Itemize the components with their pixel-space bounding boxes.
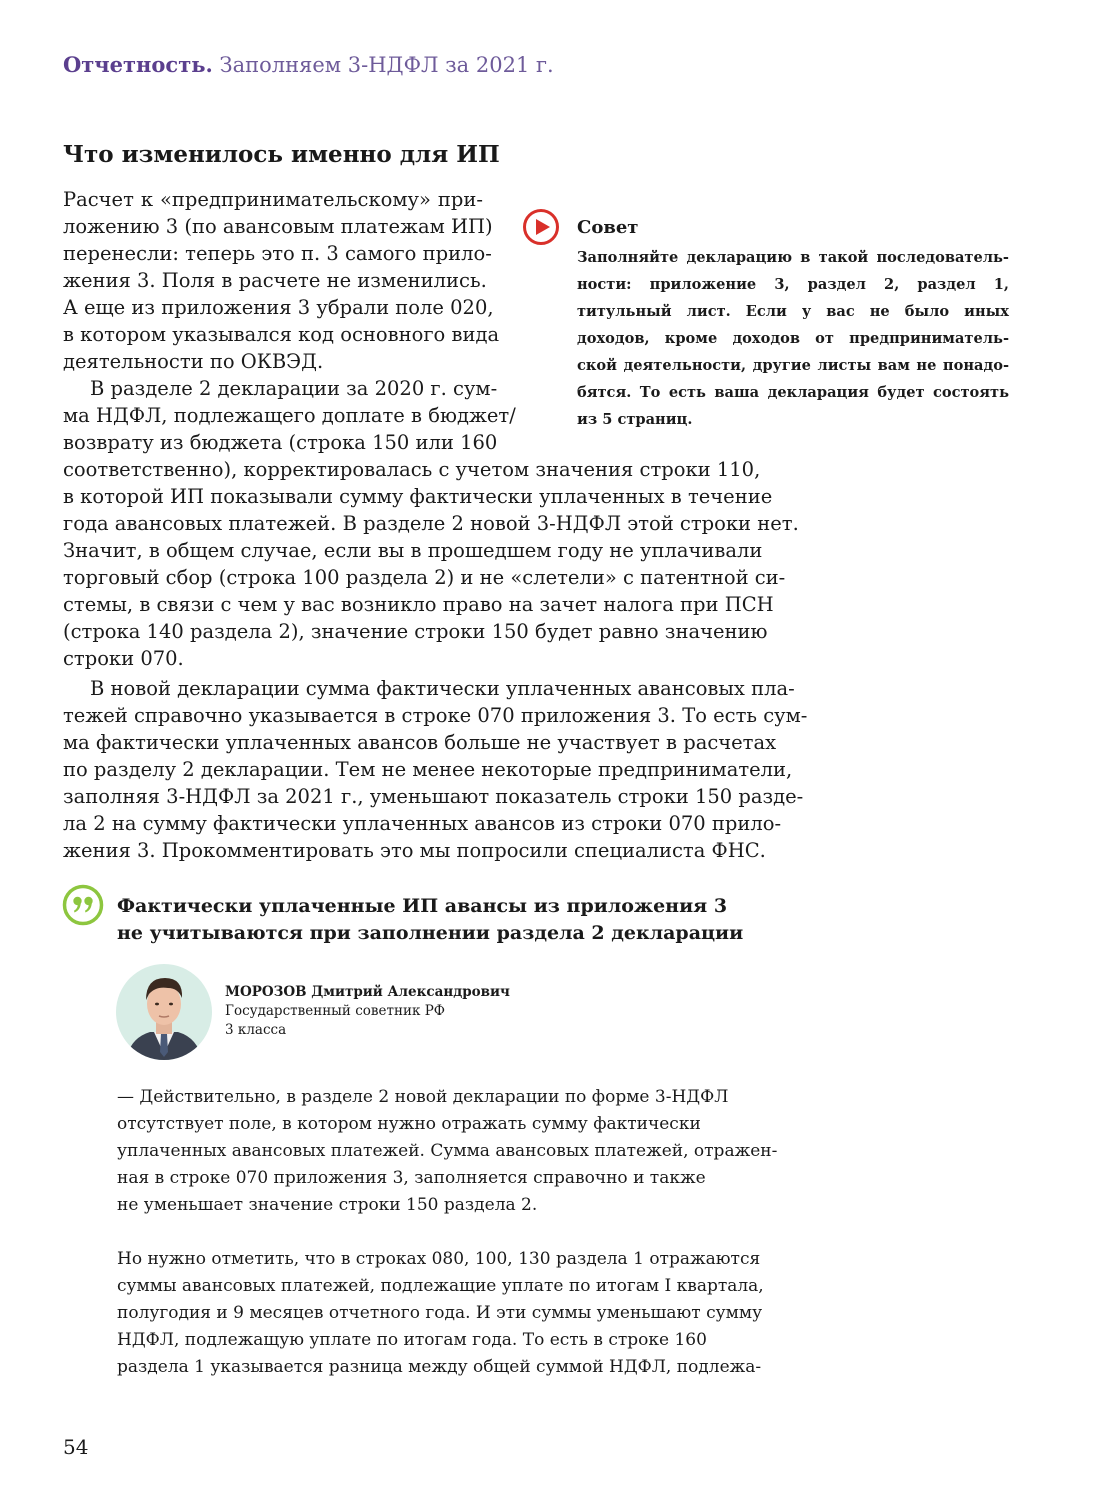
expert-name [225,984,510,1000]
body-line: ла 2 на сумму фактически уплаченных авансов из строки 070 прило- [63,812,782,835]
expert-role-line: Государственный советник РФ [225,1003,445,1019]
tip-line: Заполняйте декларацию в такой последователь- [577,249,1009,266]
expert-surname: МОРОЗОВ [225,984,307,1000]
expert-role-line: 3 класса [225,1022,287,1038]
tip-line: из 5 страниц. [577,411,693,428]
answer-line: не уменьшает значение строки 150 раздела 2. [117,1195,538,1215]
body-line: ма НДФЛ, подлежащего доплате в бюджет/ [63,404,516,427]
body-line: торговый сбор (строка 100 раздела 2) и не «слетели» с патентной си- [63,566,786,589]
quote-icon [62,884,104,926]
body-line: года авансовых платежей. В разделе 2 новой 3-НДФЛ этой строки нет. [63,512,799,535]
body-line: В новой декларации сумма фактически уплаченных авансовых пла- [90,677,795,700]
quote-headline-line: Фактически уплаченные ИП авансы из приложения 3 [117,895,728,917]
tip-line: ности: приложение 3, раздел 2, раздел 1, [577,276,1009,293]
play-icon [522,208,560,246]
body-line: перенесли: теперь это п. 3 самого прило- [63,242,492,265]
body-line: строки 070. [63,647,184,670]
tip-title: Совет [577,217,639,238]
body-line: А еще из приложения 3 убрали поле 020, [63,296,494,319]
body-line: В разделе 2 декларации за 2020 г. сум- [90,377,498,400]
body-line: ма фактически уплаченных авансов больше не участвует в расчетах [63,731,777,754]
header-topic: Заполняем 3-НДФЛ за 2021 г. [219,53,554,77]
tip-line: бятся. То есть ваша декларация будет состоять [577,384,1009,401]
body-line: деятельности по ОКВЭД. [63,350,324,373]
body-line: (строка 140 раздела 2), значение строки 150 будет равно значению [63,620,768,643]
page-number: 54 [63,1435,89,1459]
answer-line: — Действительно, в разделе 2 новой декларации по форме 3-НДФЛ [117,1087,729,1107]
answer-line: полугодия и 9 месяцев отчетного года. И эти суммы уменьшают сумму [117,1303,763,1323]
body-line: Значит, в общем случае, если вы в прошедшем году не уплачивали [63,539,763,562]
header-section: Отчетность. [63,52,213,77]
answer-line: раздела 1 указывается разница между общей суммой НДФЛ, подлежа- [117,1357,762,1377]
answer-line: уплаченных авансовых платежей. Сумма авансовых платежей, отражен- [117,1141,778,1161]
tip-line: доходов, кроме доходов от предприниматель- [577,330,1009,347]
body-line: соответственно), корректировалась с учетом значения строки 110, [63,458,761,481]
body-line: тежей справочно указывается в строке 070 приложения 3. То есть сум- [63,704,808,727]
expert-given-names: Дмитрий Александрович [311,984,510,1000]
tip-line: титульный лист. Если у вас не было иных [577,303,1009,320]
body-line: возврату из бюджета (строка 150 или 160 [63,431,498,454]
body-line: стемы, в связи с чем у вас возникло право на зачет налога при ПСН [63,593,774,616]
body-line: жения 3. Поля в расчете не изменились. [63,269,487,292]
quote-headline-line: не учитываются при заполнении раздела 2 декларации [117,922,744,944]
running-header [63,52,554,77]
body-line: в которой ИП показывали сумму фактически уплаченных в течение [63,485,773,508]
body-line: Расчет к «предпринимательскому» при- [63,188,483,211]
body-line: в котором указывался код основного вида [63,323,500,346]
answer-line: НДФЛ, подлежащую уплате по итогам года. То есть в строке 160 [117,1330,707,1350]
body-line: заполняя 3-НДФЛ за 2021 г., уменьшают показатель строки 150 разде- [63,785,804,808]
tip-line: ской деятельности, другие листы вам не понадо- [577,357,1009,374]
avatar [116,964,212,1060]
answer-line: ная в строке 070 приложения 3, заполняется справочно и также [117,1168,706,1188]
answer-line: суммы авансовых платежей, подлежащие уплате по итогам I квартала, [117,1276,764,1296]
body-line: ложению 3 (по авансовым платежам ИП) [63,215,493,238]
body-line: жения 3. Прокомментировать это мы попросили специалиста ФНС. [63,839,766,862]
answer-line: Но нужно отметить, что в строках 080, 100, 130 раздела 1 отражаются [117,1249,761,1269]
section-title: Что изменилось именно для ИП [63,141,500,168]
answer-line: отсутствует поле, в котором нужно отражать сумму фактически [117,1114,701,1134]
body-line: по разделу 2 декларации. Тем не менее некоторые предприниматели, [63,758,793,781]
